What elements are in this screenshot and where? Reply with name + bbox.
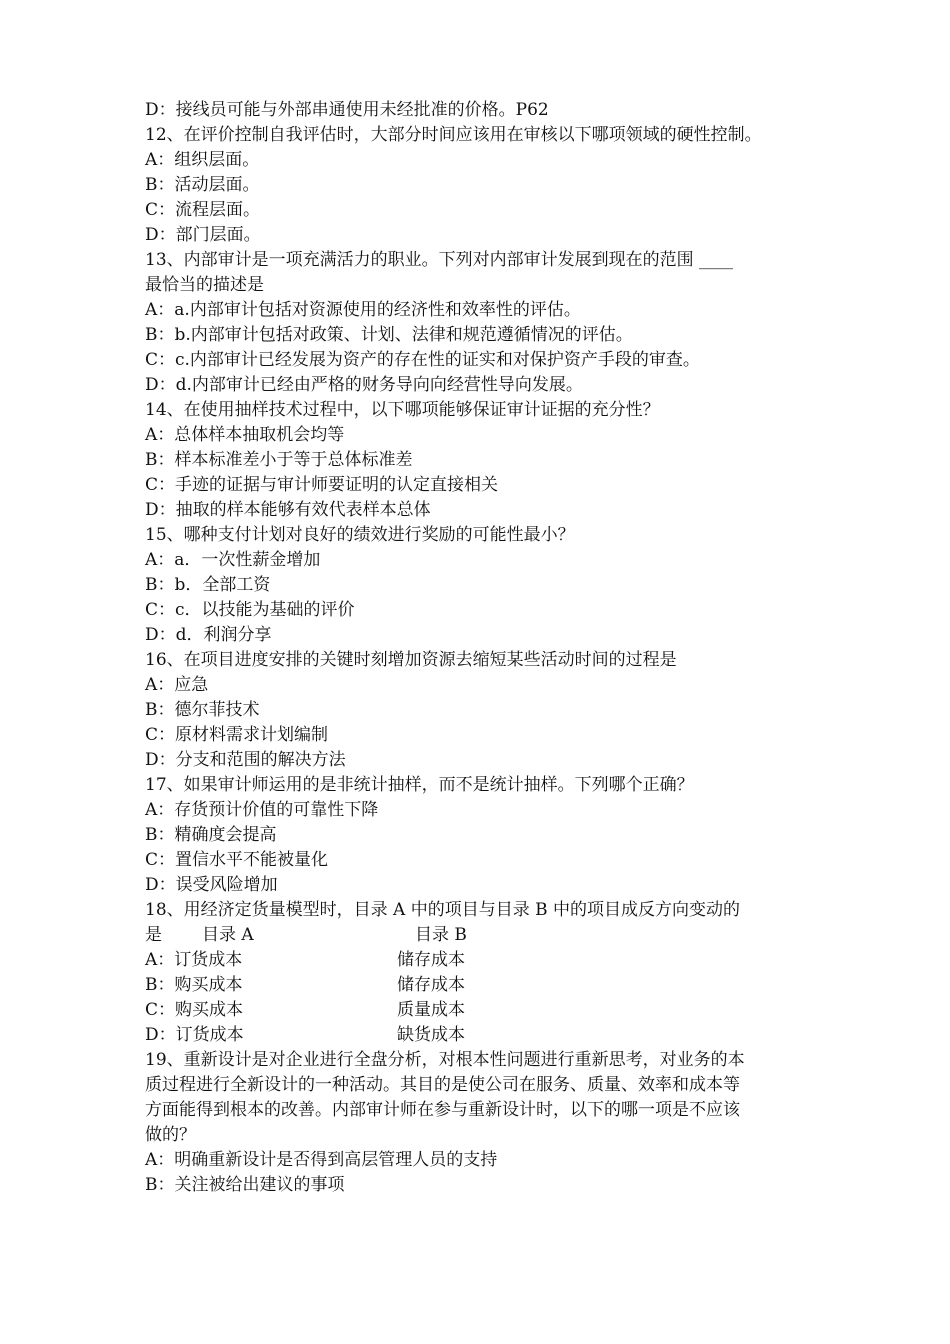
q13-option-c: C：c.内部审计已经发展为资产的存在性的证实和对保护资产手段的审查。 [145,350,700,370]
q19-question-line3: 方面能得到根本的改善。内部审计师在参与重新设计时，以下的哪一项是不应该 [145,1100,740,1120]
q18-option-c [145,998,815,1023]
q18-option-a [145,948,815,973]
q18-header-a [145,923,415,948]
q18-option-a-left: A：订货成本 [145,950,243,970]
q18-question-prefix: 是 [145,925,162,945]
q12-option-b: B：活动层面。 [145,175,260,195]
q18-option-b-left: B：购买成本 [145,975,243,995]
q17-question: 17、如果审计师运用的是非统计抽样，而不是统计抽样。下列哪个正确？ [145,775,694,795]
q18-option-d-right: 缺货成本 [397,1025,465,1045]
q12-question: 12、在评价控制自我评估时，大部分时间应该用在审核以下哪项领域的硬性控制。 [145,125,762,145]
q11-option-d: D：接线员可能与外部串通使用未经批准的价格。P62 [145,100,549,120]
q18-option-b [145,973,815,998]
q14-option-d: D：抽取的样本能够有效代表样本总体 [145,500,431,520]
q18-option-b-right: 储存成本 [397,975,465,995]
q18-header-row [145,923,815,948]
q14-option-a: A：总体样本抽取机会均等 [145,425,345,445]
q13-option-d: D：d.内部审计已经由严格的财务导向向经营性导向发展。 [145,375,583,395]
q18-header-a-label: 目录 A [202,925,254,945]
q18-header-b: 目录 B [415,925,467,945]
q18-option-c-left: C：购买成本 [145,1000,244,1020]
q19-question-line4: 做的？ [145,1125,196,1145]
q16-option-d: D：分支和范围的解决方法 [145,750,346,770]
q15-question: 15、哪种支付计划对良好的绩效进行奖励的可能性最小？ [145,525,575,545]
q13-option-b: B：b.内部审计包括对政策、计划、法律和规范遵循情况的评估。 [145,325,633,345]
q19-option-b: B：关注被给出建议的事项 [145,1175,345,1195]
q12-option-c: C：流程层面。 [145,200,261,220]
q19-question-line1: 19、重新设计是对企业进行全盘分析，对根本性问题进行重新思考，对业务的本 [145,1050,745,1070]
q15-option-b: B：b．全部工资 [145,575,271,595]
q19-option-a: A：明确重新设计是否得到高层管理人员的支持 [145,1150,498,1170]
q13-question-line2: 最恰当的描述是 [145,275,264,295]
document-content [145,98,815,1198]
q17-option-a: A：存货预计价值的可靠性下降 [145,800,379,820]
q12-option-a: A：组织层面。 [145,150,260,170]
q15-option-a: A：a．一次性薪金增加 [145,550,321,570]
q18-option-d [145,1023,815,1048]
q18-question-line1: 18、用经济定货量模型时，目录 A 中的项目与目录 B 中的项目成反方向变动的 [145,900,741,920]
q16-option-b: B：德尔菲技术 [145,700,260,720]
q14-question: 14、在使用抽样技术过程中，以下哪项能够保证审计证据的充分性？ [145,400,660,420]
q15-option-d: D：d．利润分享 [145,625,272,645]
q18-option-a-right: 储存成本 [397,950,465,970]
q16-question: 16、在项目进度安排的关键时刻增加资源去缩短某些活动时间的过程是 [145,650,677,670]
q17-option-b: B：精确度会提高 [145,825,277,845]
q17-option-d: D：误受风险增加 [145,875,278,895]
q16-option-c: C：原材料需求计划编制 [145,725,329,745]
q13-question-line1: 13、内部审计是一项充满活力的职业。下列对内部审计发展到现在的范围 ____ [145,250,734,270]
q14-option-c: C：手迹的证据与审计师要证明的认定直接相关 [145,475,499,495]
q18-option-d-left: D：订货成本 [145,1025,244,1045]
q19-question-line2: 质过程进行全新设计的一种活动。其目的是使公司在服务、质量、效率和成本等 [145,1075,740,1095]
q15-option-c: C：c．以技能为基础的评价 [145,600,355,620]
q14-option-b: B：样本标准差小于等于总体标准差 [145,450,413,470]
q18-option-c-right: 质量成本 [397,1000,465,1020]
q17-option-c: C：置信水平不能被量化 [145,850,329,870]
q16-option-a: A：应急 [145,675,209,695]
q13-option-a: A：a.内部审计包括对资源使用的经济性和效率性的评估。 [145,300,581,320]
q12-option-d: D：部门层面。 [145,225,261,245]
